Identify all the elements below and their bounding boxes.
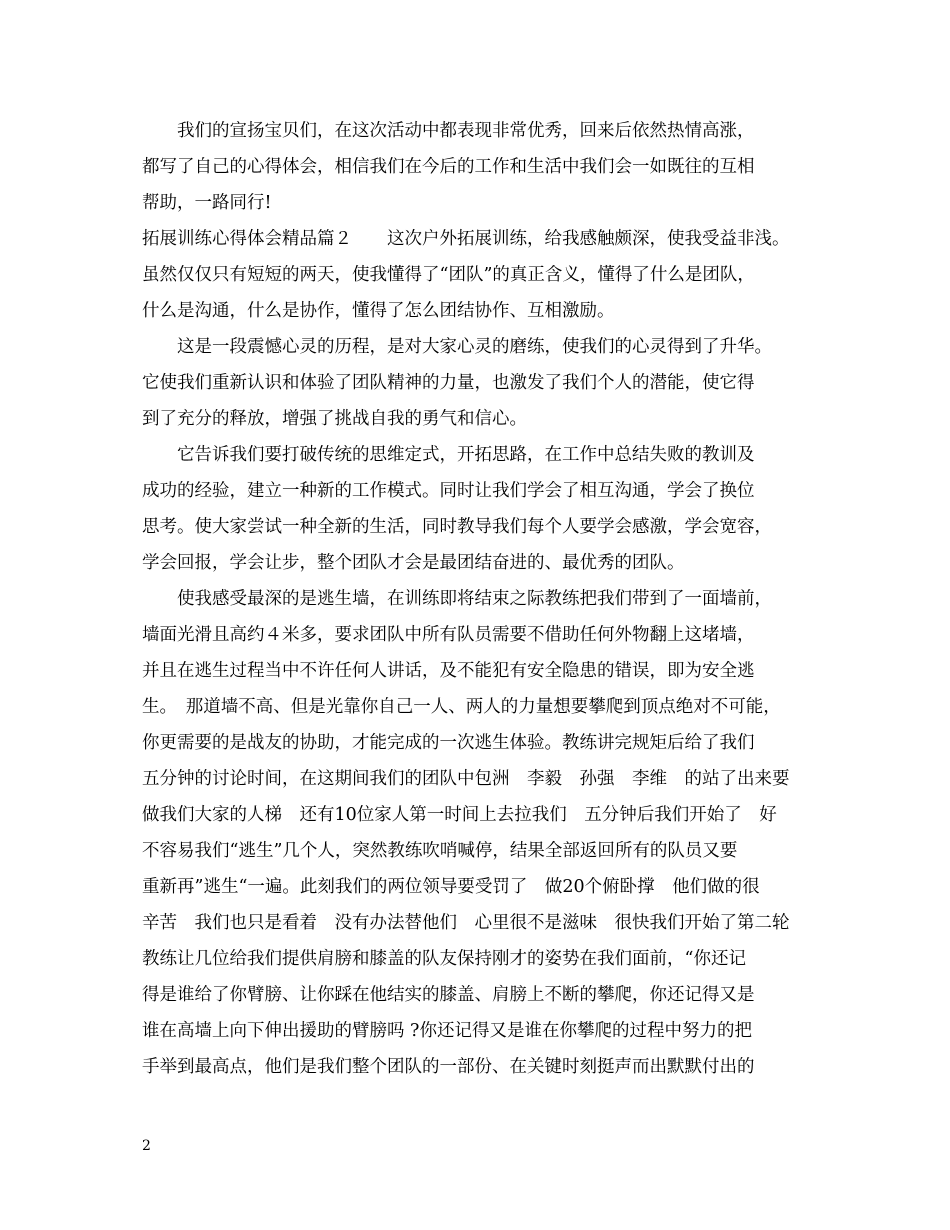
text-line: 什么是沟通，什么是协作，懂得了怎么团结协作、互相激励。 (142, 301, 615, 321)
text-line: 得是谁给了你臂膀、让你踩在他结实的膝盖、肩膀上不断的攀爬，你还记得又是 (142, 985, 755, 1005)
text-line: 教练让几位给我们提供肩膀和膝盖的队友保持刚才的姿势在我们面前，“你还记 (142, 949, 746, 969)
section-heading-line: 拓展训练心得体会精品篇２ 这次户外拓展训练，给我感触颇深，使我受益非浅。 (142, 229, 790, 249)
text-line: 它告诉我们要打破传统的思维定式，开拓思路，在工作中总结失败的教训及 (142, 445, 755, 465)
text-line: 谁在高墙上向下伸出援助的臂膀吗 ?你还记得又是谁在你攀爬的过程中努力的把 (142, 1021, 752, 1041)
text-line: 这是一段震憾心灵的历程，是对大家心灵的磨练，使我们的心灵得到了升华。 (142, 337, 772, 357)
text-line: 辛苦 我们也只是看着 没有办法替他们 心里很不是滋味 很快我们开始了第二轮 (142, 913, 790, 933)
text-line: 五分钟的讨论时间，在这期间我们的团队中包洲 李毅 孙强 李维 的站了出来要 (142, 769, 790, 789)
text-line: 重新再”逃生“一遍。此刻我们的两位领导要受罚了 做20个俯卧撑 他们做的很 (142, 877, 760, 897)
text-line: 使我感受最深的是逃生墙，在训练即将结束之际教练把我们带到了一面墙前， (142, 589, 772, 609)
text-line: 它使我们重新认识和体验了团队精神的力量，也激发了我们个人的潜能，使它得 (142, 373, 755, 393)
text-line: 成功的经验，建立一种新的工作模式。同时让我们学会了相互沟通，学会了换位 (142, 481, 755, 501)
text-line: 做我们大家的人梯 还有10位家人第一时间上去拉我们 五分钟后我们开始了 好 (142, 805, 777, 825)
text-line: 帮助，一路同行! (142, 193, 272, 213)
text-line: 都写了自己的心得体会，相信我们在今后的工作和生活中我们会一如既往的互相 (142, 157, 755, 177)
text-line: 我们的宣扬宝贝们，在这次活动中都表现非常优秀，回来后依然热情高涨， (142, 121, 755, 141)
text-line: 生。 那道墙不高、但是光靠你自己一人、两人的力量想要攀爬到顶点绝对不可能， (142, 697, 781, 717)
text-line: 虽然仅仅只有短短的两天，使我懂得了“团队”的真正含义，懂得了什么是团队， (142, 265, 755, 285)
text-line: 思考。使大家尝试一种全新的生活，同时教导我们每个人要学会感激，学会宽容， (142, 517, 772, 537)
text-line: 到了充分的释放，增强了挑战自我的勇气和信心。 (142, 409, 527, 429)
text-line: 手举到最高点，他们是我们整个团队的一部份、在关键时刻挺声而出默默付出的 (142, 1057, 755, 1077)
text-line: 你更需要的是战友的协助，才能完成的一次逃生体验。教练讲完规矩后给了我们 (142, 733, 755, 753)
text-line: 墙面光滑且高约４米多，要求团队中所有队员需要不借助任何外物翻上这堵墙， (142, 625, 755, 645)
text-line: 不容易我们“逃生”几个人，突然教练吹哨喊停，结果全部返回所有的队员又要 (142, 841, 738, 861)
text-line: 并且在逃生过程当中不许任何人讲话，及不能犯有安全隐患的错误，即为安全逃 (142, 661, 755, 681)
text-line: 学会回报，学会让步，整个团队才会是最团结奋进的、最优秀的团队。 (142, 553, 685, 573)
page-number: 2 (142, 1138, 151, 1154)
